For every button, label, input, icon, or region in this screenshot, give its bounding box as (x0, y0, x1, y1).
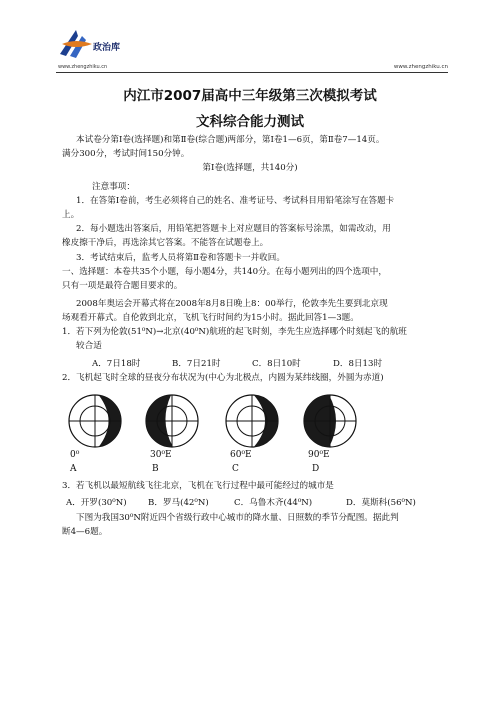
diagram-circle-a (69, 393, 124, 449)
diagram-circle-c (226, 393, 282, 449)
page-header (56, 24, 448, 74)
exam-title: 内江市2007届高中三年级第三次模拟考试 (123, 88, 377, 104)
intro-line-2: 满分300分，考试时间150分钟。 (62, 149, 190, 159)
passage2-line-b: 断4—6题。 (62, 527, 108, 537)
question-2: 2．飞机起飞时全球的昼夜分布状况为(中心为北极点，内圆为某纬线圈，外圆为赤道) (62, 373, 384, 383)
longitude-label-a: 0⁰ (70, 450, 80, 460)
option-letter-c: C (232, 464, 239, 474)
option-letter-b: B (152, 464, 159, 474)
note-1b: 上。 (62, 210, 80, 220)
logo-text: 政治库 (93, 43, 121, 53)
section-heading: 第Ⅰ卷(选择题，共140分) (202, 163, 298, 173)
logo-emblem-icon (56, 24, 96, 64)
longitude-label-c: 60⁰E (230, 450, 252, 460)
longitude-label-b: 30⁰E (150, 450, 172, 460)
q3-option-c: C．乌鲁木齐(44⁰N) (234, 498, 313, 508)
note-2b: 橡皮擦干净后，再选涂其它答案。不能答在试题卷上。 (62, 238, 269, 248)
note-1a: 1．在答第Ⅰ卷前，考生必须将自己的姓名、准考证号、考试科目用铅笔涂写在答题卡 (76, 196, 395, 206)
q1-option-b: B．7日21时 (172, 359, 221, 369)
passage1-line-b: 场观看开幕式。自伦敦到北京，飞机飞行时间约为15小时。据此回答1—3题。 (62, 313, 359, 323)
passage1-line-a: 2008年奥运会开幕式将在2008年8月8日晚上8：00举行，伦敦李先生要到北京现 (76, 299, 388, 309)
note-3: 3．考试结束后，监考人员将第Ⅱ卷和答题卡一并收回。 (76, 253, 285, 263)
q1-option-c: C．8日10时 (252, 359, 301, 369)
question-1-line-a: 1．若下列为伦敦(51⁰N)→北京(40⁰N)航班的起飞时刻，李先生应选择哪个时刻起飞的航班 (62, 327, 407, 337)
question-3: 3．若飞机以最短航线飞往北京，飞机在飞行过程中最可能经过的城市是 (62, 481, 334, 491)
part1-line-a: 一、选择题：本卷共35个小题，每小题4分，共140分。在每小题列出的四个选项中， (62, 267, 387, 277)
diagram-circle-d (302, 393, 356, 449)
part1-line-b: 只有一项是最符合题目要求的。 (62, 281, 183, 291)
notes-title: 注意事项： (92, 182, 135, 192)
header-url[interactable]: www.zhengzhiku.cn (393, 64, 448, 70)
q1-option-d: D．8日13时 (333, 359, 383, 369)
exam-subtitle: 文科综合能力测试 (196, 114, 304, 130)
day-night-diagram (62, 393, 372, 477)
q3-option-d: D．莫斯科(56⁰N) (346, 498, 416, 508)
q3-option-b: B．罗马(42⁰N) (148, 498, 209, 508)
q1-option-a: A．7日18时 (92, 359, 141, 369)
header-divider (56, 72, 448, 73)
question-1-line-b: 较合适 (76, 341, 102, 351)
diagram-circle-b (142, 393, 198, 449)
option-letter-d: D (312, 464, 320, 474)
option-letter-a: A (70, 464, 77, 474)
intro-line-1: 本试卷分第Ⅰ卷(选择题)和第Ⅱ卷(综合题)两部分，第Ⅰ卷1—6页，第Ⅱ卷7—14页。 (76, 135, 385, 145)
passage2-line-a: 下图为我国30⁰N附近四个省级行政中心城市的降水量、日照数的季节分配图。据此判 (76, 513, 399, 523)
note-2a: 2．每小题选出答案后，用铅笔把答题卡上对应题目的答案标号涂黑，如需改动，用 (76, 224, 391, 234)
logo-site-url: www.zhengzhiku.cn (58, 64, 108, 70)
q3-option-a: A．开罗(30⁰N) (66, 498, 127, 508)
longitude-label-d: 90⁰E (308, 450, 330, 460)
site-logo (56, 24, 132, 68)
